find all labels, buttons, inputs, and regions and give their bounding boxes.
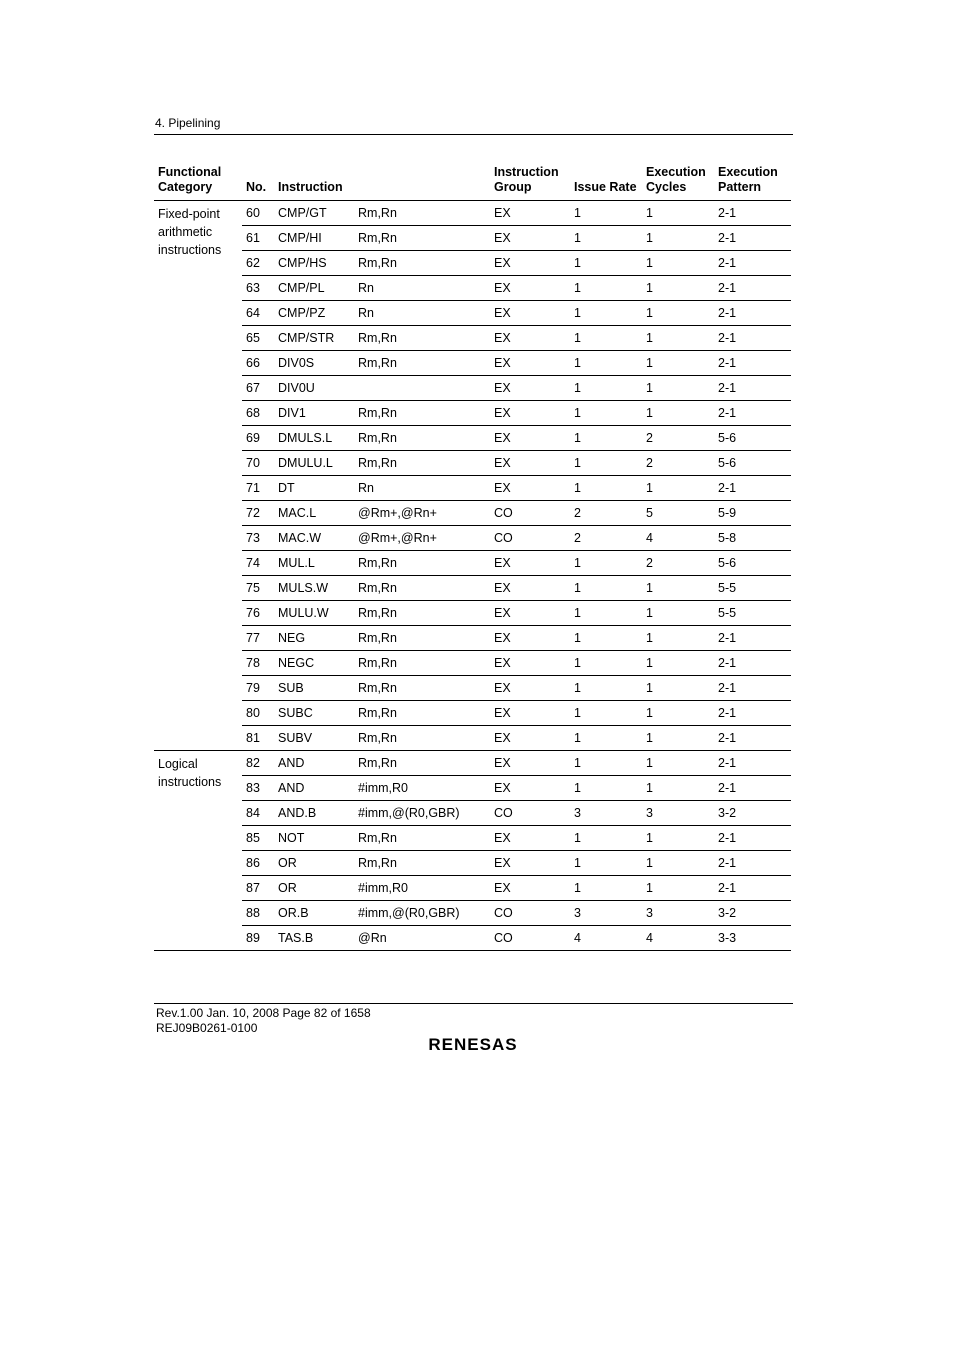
cell-no: 68	[242, 401, 274, 426]
cell-execution-cycles: 3	[642, 901, 714, 926]
cell-issue-rate: 1	[570, 651, 642, 676]
cell-operands: Rm,Rn	[354, 576, 490, 601]
cell-instruction: MAC.W	[274, 526, 354, 551]
cell-execution-cycles: 1	[642, 301, 714, 326]
cell-execution-pattern: 5-6	[714, 551, 791, 576]
cell-execution-cycles: 1	[642, 876, 714, 901]
cell-no: 83	[242, 776, 274, 801]
cell-execution-pattern: 2-1	[714, 326, 791, 351]
cell-instruction: CMP/PL	[274, 276, 354, 301]
cell-execution-pattern: 3-2	[714, 901, 791, 926]
cell-instruction: CMP/HS	[274, 251, 354, 276]
cell-no: 65	[242, 326, 274, 351]
cell-no: 87	[242, 876, 274, 901]
cell-execution-pattern: 2-1	[714, 651, 791, 676]
cell-instruction: DMULU.L	[274, 451, 354, 476]
cell-issue-rate: 1	[570, 201, 642, 226]
cell-no: 63	[242, 276, 274, 301]
cell-operands: Rm,Rn	[354, 226, 490, 251]
cell-execution-cycles: 1	[642, 851, 714, 876]
cell-no: 86	[242, 851, 274, 876]
cell-execution-cycles: 3	[642, 801, 714, 826]
cell-operands: #imm,R0	[354, 776, 490, 801]
cell-execution-cycles: 1	[642, 326, 714, 351]
cell-execution-cycles: 2	[642, 451, 714, 476]
cell-issue-rate: 1	[570, 876, 642, 901]
renesas-logo	[413, 1033, 533, 1055]
table-row	[154, 451, 791, 476]
cell-execution-pattern: 2-1	[714, 626, 791, 651]
table-row	[154, 801, 791, 826]
cell-operands: Rm,Rn	[354, 726, 490, 751]
cell-execution-pattern: 2-1	[714, 226, 791, 251]
cell-execution-pattern: 5-8	[714, 526, 791, 551]
cell-instruction-group: EX	[490, 251, 570, 276]
cell-no: 60	[242, 201, 274, 226]
cell-execution-cycles: 1	[642, 701, 714, 726]
cell-operands: Rm,Rn	[354, 676, 490, 701]
cell-instruction-group: EX	[490, 226, 570, 251]
cell-instruction: MUL.L	[274, 551, 354, 576]
cell-issue-rate: 1	[570, 626, 642, 651]
cell-instruction-group: EX	[490, 201, 570, 226]
cell-instruction: MAC.L	[274, 501, 354, 526]
cell-operands: Rm,Rn	[354, 326, 490, 351]
cell-operands: Rm,Rn	[354, 651, 490, 676]
cell-no: 89	[242, 926, 274, 951]
table-row	[154, 301, 791, 326]
cell-execution-pattern: 2-1	[714, 701, 791, 726]
cell-execution-pattern: 2-1	[714, 351, 791, 376]
cell-instruction-group: EX	[490, 826, 570, 851]
cell-instruction-group: EX	[490, 601, 570, 626]
cell-instruction: NEGC	[274, 651, 354, 676]
cell-instruction: SUBV	[274, 726, 354, 751]
logo-text: RENESAS	[428, 1035, 518, 1054]
cell-instruction-group: EX	[490, 401, 570, 426]
cell-no: 61	[242, 226, 274, 251]
cell-issue-rate: 1	[570, 401, 642, 426]
cell-no: 76	[242, 601, 274, 626]
table-row	[154, 551, 791, 576]
cell-execution-pattern: 5-5	[714, 576, 791, 601]
cell-instruction: OR.B	[274, 901, 354, 926]
cell-operands: Rm,Rn	[354, 626, 490, 651]
cell-no: 73	[242, 526, 274, 551]
cell-execution-cycles: 1	[642, 601, 714, 626]
cell-execution-cycles: 2	[642, 426, 714, 451]
cell-execution-cycles: 2	[642, 551, 714, 576]
cell-execution-pattern: 2-1	[714, 376, 791, 401]
header-instruction-group: Instruction Group	[490, 163, 570, 201]
cell-execution-cycles: 1	[642, 251, 714, 276]
cell-execution-cycles: 1	[642, 276, 714, 301]
cell-execution-pattern: 2-1	[714, 301, 791, 326]
cell-no: 70	[242, 451, 274, 476]
cell-instruction-group: EX	[490, 551, 570, 576]
cell-execution-pattern: 2-1	[714, 676, 791, 701]
cell-instruction: AND	[274, 776, 354, 801]
cell-instruction: AND	[274, 751, 354, 776]
cell-no: 88	[242, 901, 274, 926]
cell-execution-pattern: 2-1	[714, 401, 791, 426]
cell-execution-pattern: 5-6	[714, 426, 791, 451]
cell-execution-pattern: 3-3	[714, 926, 791, 951]
table-row	[154, 376, 791, 401]
header-instruction: Instruction	[274, 163, 354, 201]
cell-instruction: DT	[274, 476, 354, 501]
cell-instruction: OR	[274, 876, 354, 901]
table-row	[154, 926, 791, 951]
cell-no: 81	[242, 726, 274, 751]
cell-operands: Rm,Rn	[354, 701, 490, 726]
cell-execution-cycles: 1	[642, 776, 714, 801]
cell-issue-rate: 1	[570, 701, 642, 726]
cell-no: 71	[242, 476, 274, 501]
cell-instruction-group: EX	[490, 451, 570, 476]
cell-issue-rate: 1	[570, 376, 642, 401]
cell-operands: #imm,@(R0,GBR)	[354, 801, 490, 826]
cell-instruction: MULU.W	[274, 601, 354, 626]
cell-instruction: CMP/HI	[274, 226, 354, 251]
header-rule	[154, 134, 793, 135]
header-no: No.	[242, 163, 274, 201]
cell-operands: #imm,@(R0,GBR)	[354, 901, 490, 926]
cell-instruction: DMULS.L	[274, 426, 354, 451]
cell-issue-rate: 1	[570, 476, 642, 501]
cell-execution-pattern: 2-1	[714, 726, 791, 751]
cell-no: 74	[242, 551, 274, 576]
cell-functional-category: Logical instructions	[154, 751, 242, 951]
table-row	[154, 476, 791, 501]
cell-operands: Rm,Rn	[354, 551, 490, 576]
cell-instruction: DIV0U	[274, 376, 354, 401]
cell-execution-pattern: 2-1	[714, 476, 791, 501]
cell-issue-rate: 1	[570, 251, 642, 276]
table-row	[154, 826, 791, 851]
cell-operands: Rm,Rn	[354, 201, 490, 226]
instruction-table	[154, 163, 791, 951]
table-row	[154, 876, 791, 901]
cell-instruction-group: EX	[490, 876, 570, 901]
cell-instruction-group: EX	[490, 301, 570, 326]
cell-instruction-group: CO	[490, 926, 570, 951]
cell-instruction-group: EX	[490, 776, 570, 801]
cell-no: 84	[242, 801, 274, 826]
cell-execution-cycles: 1	[642, 376, 714, 401]
cell-instruction: NEG	[274, 626, 354, 651]
cell-instruction: TAS.B	[274, 926, 354, 951]
cell-no: 85	[242, 826, 274, 851]
cell-instruction: CMP/GT	[274, 201, 354, 226]
table-row	[154, 651, 791, 676]
cell-issue-rate: 1	[570, 726, 642, 751]
table-row	[154, 501, 791, 526]
cell-instruction: SUBC	[274, 701, 354, 726]
cell-instruction: NOT	[274, 826, 354, 851]
cell-no: 64	[242, 301, 274, 326]
cell-issue-rate: 3	[570, 901, 642, 926]
table-header-row	[154, 163, 791, 201]
cell-instruction-group: CO	[490, 801, 570, 826]
cell-issue-rate: 1	[570, 776, 642, 801]
cell-execution-pattern: 5-9	[714, 501, 791, 526]
table-row	[154, 251, 791, 276]
cell-operands: Rn	[354, 276, 490, 301]
table-row	[154, 226, 791, 251]
table-row	[154, 701, 791, 726]
cell-operands: Rm,Rn	[354, 451, 490, 476]
cell-operands: Rm,Rn	[354, 251, 490, 276]
cell-issue-rate: 1	[570, 301, 642, 326]
table-body	[154, 201, 791, 951]
cell-no: 72	[242, 501, 274, 526]
table-row	[154, 201, 791, 226]
cell-issue-rate: 1	[570, 676, 642, 701]
cell-issue-rate: 1	[570, 851, 642, 876]
cell-execution-pattern: 2-1	[714, 876, 791, 901]
cell-issue-rate: 3	[570, 801, 642, 826]
cell-no: 69	[242, 426, 274, 451]
cell-instruction: CMP/STR	[274, 326, 354, 351]
cell-execution-cycles: 5	[642, 501, 714, 526]
cell-operands: Rm,Rn	[354, 401, 490, 426]
cell-instruction: SUB	[274, 676, 354, 701]
cell-no: 78	[242, 651, 274, 676]
cell-instruction-group: EX	[490, 701, 570, 726]
header-issue-rate: Issue Rate	[570, 163, 642, 201]
cell-execution-cycles: 1	[642, 476, 714, 501]
table-row	[154, 276, 791, 301]
cell-execution-cycles: 4	[642, 526, 714, 551]
cell-issue-rate: 1	[570, 226, 642, 251]
cell-issue-rate: 1	[570, 601, 642, 626]
cell-issue-rate: 1	[570, 351, 642, 376]
footer-revision: Rev.1.00 Jan. 10, 2008 Page 82 of 1658	[156, 1006, 371, 1020]
cell-execution-pattern: 2-1	[714, 251, 791, 276]
cell-operands: Rm,Rn	[354, 601, 490, 626]
cell-instruction: AND.B	[274, 801, 354, 826]
table-row	[154, 776, 791, 801]
cell-instruction-group: CO	[490, 501, 570, 526]
cell-execution-cycles: 1	[642, 826, 714, 851]
table-row	[154, 751, 791, 776]
cell-no: 77	[242, 626, 274, 651]
cell-operands: @Rm+,@Rn+	[354, 526, 490, 551]
cell-execution-cycles: 1	[642, 676, 714, 701]
cell-execution-cycles: 1	[642, 726, 714, 751]
cell-execution-cycles: 1	[642, 351, 714, 376]
cell-execution-cycles: 1	[642, 401, 714, 426]
table-row	[154, 351, 791, 376]
cell-execution-cycles: 1	[642, 576, 714, 601]
table-row	[154, 676, 791, 701]
cell-issue-rate: 1	[570, 551, 642, 576]
cell-instruction-group: EX	[490, 276, 570, 301]
cell-execution-pattern: 2-1	[714, 776, 791, 801]
cell-execution-pattern: 2-1	[714, 276, 791, 301]
cell-operands: #imm,R0	[354, 876, 490, 901]
table-row	[154, 851, 791, 876]
cell-execution-pattern: 2-1	[714, 751, 791, 776]
cell-execution-cycles: 1	[642, 201, 714, 226]
section-header: 4. Pipelining	[155, 116, 221, 130]
cell-execution-pattern: 2-1	[714, 851, 791, 876]
cell-execution-pattern: 5-6	[714, 451, 791, 476]
cell-instruction-group: CO	[490, 526, 570, 551]
cell-no: 66	[242, 351, 274, 376]
cell-instruction: MULS.W	[274, 576, 354, 601]
cell-instruction-group: EX	[490, 426, 570, 451]
cell-instruction: CMP/PZ	[274, 301, 354, 326]
cell-operands: Rm,Rn	[354, 751, 490, 776]
cell-operands: Rm,Rn	[354, 826, 490, 851]
table-row	[154, 326, 791, 351]
cell-instruction-group: EX	[490, 376, 570, 401]
cell-execution-cycles: 1	[642, 626, 714, 651]
cell-operands: Rm,Rn	[354, 351, 490, 376]
cell-no: 80	[242, 701, 274, 726]
cell-execution-cycles: 1	[642, 651, 714, 676]
cell-execution-pattern: 2-1	[714, 201, 791, 226]
cell-issue-rate: 1	[570, 751, 642, 776]
table-row	[154, 576, 791, 601]
cell-instruction: OR	[274, 851, 354, 876]
cell-issue-rate: 2	[570, 501, 642, 526]
cell-instruction: DIV0S	[274, 351, 354, 376]
cell-issue-rate: 1	[570, 426, 642, 451]
cell-execution-cycles: 1	[642, 226, 714, 251]
cell-issue-rate: 1	[570, 326, 642, 351]
cell-operands: @Rm+,@Rn+	[354, 501, 490, 526]
cell-no: 62	[242, 251, 274, 276]
cell-operands: Rm,Rn	[354, 426, 490, 451]
header-execution-pattern: Execution Pattern	[714, 163, 791, 201]
cell-instruction-group: EX	[490, 676, 570, 701]
cell-execution-cycles: 4	[642, 926, 714, 951]
cell-instruction-group: EX	[490, 651, 570, 676]
cell-no: 79	[242, 676, 274, 701]
cell-issue-rate: 4	[570, 926, 642, 951]
cell-operands: Rm,Rn	[354, 851, 490, 876]
table-row	[154, 526, 791, 551]
footer-rule	[154, 1003, 793, 1004]
cell-operands	[354, 376, 490, 401]
cell-no: 75	[242, 576, 274, 601]
cell-instruction-group: EX	[490, 351, 570, 376]
cell-execution-pattern: 3-2	[714, 801, 791, 826]
cell-instruction-group: EX	[490, 851, 570, 876]
table-row	[154, 401, 791, 426]
cell-operands: Rn	[354, 476, 490, 501]
cell-execution-pattern: 5-5	[714, 601, 791, 626]
table-row	[154, 726, 791, 751]
table-row	[154, 626, 791, 651]
cell-no: 82	[242, 751, 274, 776]
cell-execution-cycles: 1	[642, 751, 714, 776]
cell-operands: Rn	[354, 301, 490, 326]
cell-execution-pattern: 2-1	[714, 826, 791, 851]
table-row	[154, 601, 791, 626]
cell-instruction-group: EX	[490, 751, 570, 776]
table-row	[154, 901, 791, 926]
cell-issue-rate: 1	[570, 576, 642, 601]
cell-instruction-group: EX	[490, 626, 570, 651]
header-functional-category: Functional Category	[154, 163, 242, 201]
header-operands	[354, 163, 490, 201]
cell-no: 67	[242, 376, 274, 401]
cell-issue-rate: 1	[570, 451, 642, 476]
table-row	[154, 426, 791, 451]
cell-instruction-group: EX	[490, 476, 570, 501]
cell-instruction-group: EX	[490, 726, 570, 751]
cell-issue-rate: 2	[570, 526, 642, 551]
header-execution-cycles: Execution Cycles	[642, 163, 714, 201]
footer-document-code: REJ09B0261-0100	[156, 1021, 258, 1035]
cell-issue-rate: 1	[570, 276, 642, 301]
cell-operands: @Rn	[354, 926, 490, 951]
cell-instruction-group: EX	[490, 576, 570, 601]
cell-instruction-group: CO	[490, 901, 570, 926]
cell-functional-category: Fixed-point arithmetic instructions	[154, 201, 242, 751]
cell-instruction: DIV1	[274, 401, 354, 426]
cell-instruction-group: EX	[490, 326, 570, 351]
cell-issue-rate: 1	[570, 826, 642, 851]
